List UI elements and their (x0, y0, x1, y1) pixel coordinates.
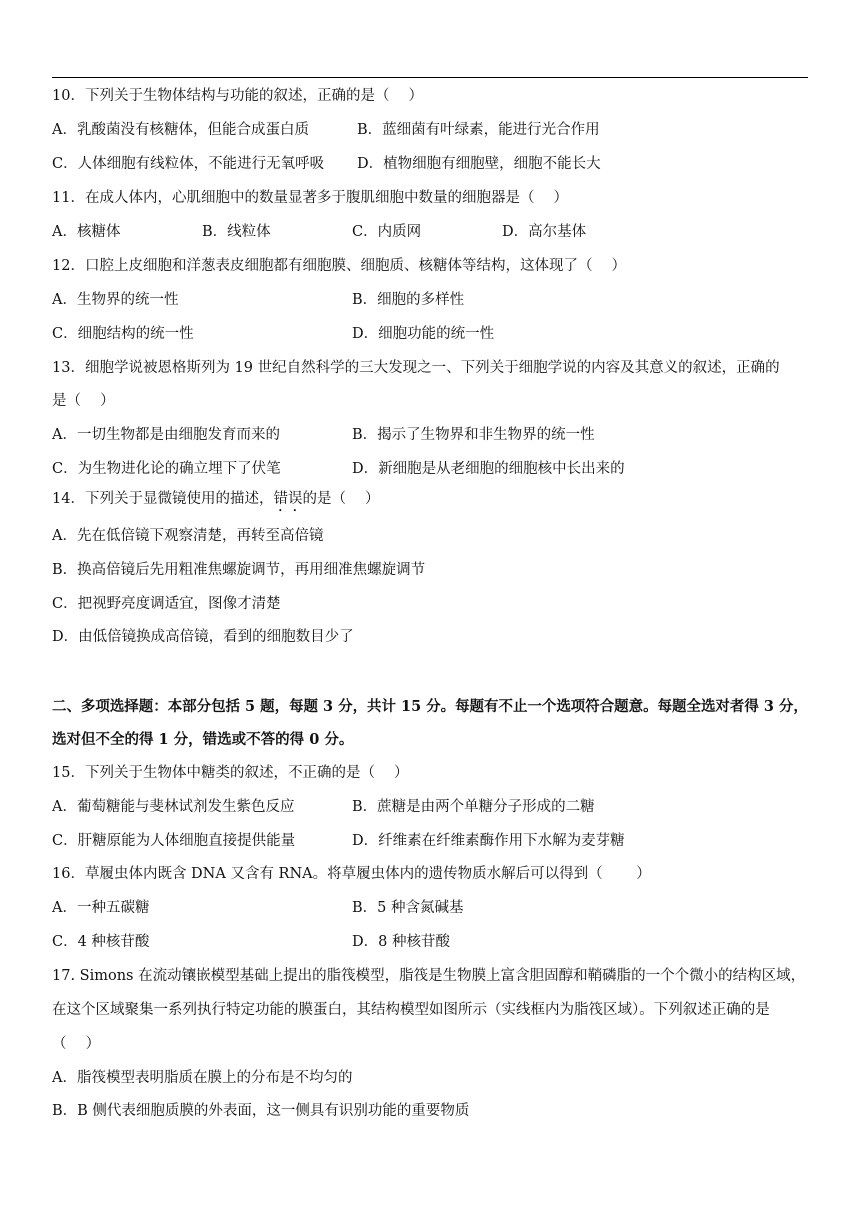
q14-option-c: C．把视野亮度调适宜，图像才清楚 (52, 596, 281, 612)
section2-heading-line1: 二、多项选择题：本部分包括 5 题，每题 3 分，共计 15 分。每题有不止一个选项符合题意。每题全选对者得 3 分， (52, 698, 808, 715)
q17-option-a: A．脂筏模型表明脂质在膜上的分布是不均匀的 (52, 1070, 353, 1086)
section2-heading-line2: 选对但不全的得 1 分，错选或不答的得 0 分。 (52, 731, 354, 748)
q11-option-c: C．内质网 (352, 224, 422, 240)
q17-stem-line2: 在这个区域聚集一系列执行特定功能的膜蛋白，其结构模型如图所示（实线框内为脂筏区域）。下列叙述正确的是 (52, 1002, 770, 1018)
q13-stem-line1: 13．细胞学说被恩格斯列为 19 世纪自然科学的三大发现之一、下列关于细胞学说的内容及其意义的叙述，正确的 (52, 360, 780, 376)
header-rule (52, 77, 808, 78)
q10-option-b: B．蓝细菌有叶绿素，能进行光合作用 (357, 122, 600, 138)
q15-option-d: D．纤维素在纤维素酶作用下水解为麦芽糖 (352, 833, 625, 849)
q14-stem-pre: 14．下列关于显微镜使用的描述， (52, 491, 274, 507)
q17-option-b: B．B 侧代表细胞质膜的外表面，这一侧具有识别功能的重要物质 (52, 1103, 470, 1119)
q10-stem: 10．下列关于生物体结构与功能的叙述，正确的是（ ） (52, 88, 424, 104)
q17-stem-line1: 17. Simons 在流动镶嵌模型基础上提出的脂筏模型，脂筏是生物膜上富含胆固醇和鞘磷脂的一个个微小的结构区域， (52, 968, 806, 984)
q12-option-b: B．细胞的多样性 (352, 292, 465, 308)
q15-option-c: C．肝糖原能为人体细胞直接提供能量 (52, 833, 296, 849)
q11-option-b: B．线粒体 (202, 224, 271, 240)
q10-option-a: A．乳酸菌没有核糖体，但能合成蛋白质 (52, 122, 309, 138)
q14-option-b: B．换高倍镜后先用粗准焦螺旋调节，再用细准焦螺旋调节 (52, 562, 426, 578)
q12-option-c: C．细胞结构的统一性 (52, 326, 194, 342)
q11-stem: 11．在成人体内，心肌细胞中的数量显著多于腹肌细胞中数量的细胞器是（ ） (52, 190, 569, 206)
q14-stem-emphasis: 错误 (273, 491, 303, 507)
q11-option-a: A．核糖体 (52, 224, 121, 240)
q14-option-d: D．由低倍镜换成高倍镜，看到的细胞数目少了 (52, 629, 354, 645)
q10-option-d: D．植物细胞有细胞壁，细胞不能长大 (357, 156, 601, 172)
q13-option-d: D．新细胞是从老细胞的细胞核中长出来的 (352, 461, 625, 477)
q17-stem-line3: （ ） (52, 1036, 101, 1052)
q14-option-a: A．先在低倍镜下观察清楚，再转至高倍镜 (52, 528, 324, 544)
q16-stem: 16．草履虫体内既含 DNA 又含有 RNA。将草履虫体内的遗传物质水解后可以得到（ ） (52, 866, 651, 882)
q13-stem-line2: 是（ ） (52, 393, 115, 409)
q15-stem: 15．下列关于生物体中糖类的叙述，不正确的是（ ） (52, 765, 409, 781)
q12-option-d: D．细胞功能的统一性 (352, 326, 495, 342)
q13-option-b: B．揭示了生物界和非生物界的统一性 (352, 427, 595, 443)
q15-option-a: A．葡萄糖能与斐林试剂发生紫色反应 (52, 799, 295, 815)
q13-option-a: A．一切生物都是由细胞发育而来的 (52, 427, 280, 443)
q12-option-a: A．生物界的统一性 (52, 292, 179, 308)
q16-option-d: D．8 种核苷酸 (352, 934, 450, 950)
q16-option-b: B．5 种含氮碱基 (352, 900, 464, 916)
q10-option-c: C．人体细胞有线粒体，不能进行无氧呼吸 (52, 156, 325, 172)
q14-stem (52, 489, 380, 515)
q15-option-b: B．蔗糖是由两个单糖分子形成的二糖 (352, 799, 595, 815)
q13-option-c: C．为生物进化论的确立埋下了伏笔 (52, 461, 281, 477)
q12-stem: 12．口腔上皮细胞和洋葱表皮细胞都有细胞膜、细胞质、核糖体等结构，这体现了（ ） (52, 258, 627, 274)
q14-stem-post: 的是（ ） (302, 491, 380, 507)
q11-option-d: D．高尔基体 (502, 224, 587, 240)
q16-option-c: C．4 种核苷酸 (52, 934, 150, 950)
q16-option-a: A．一种五碳糖 (52, 900, 150, 916)
